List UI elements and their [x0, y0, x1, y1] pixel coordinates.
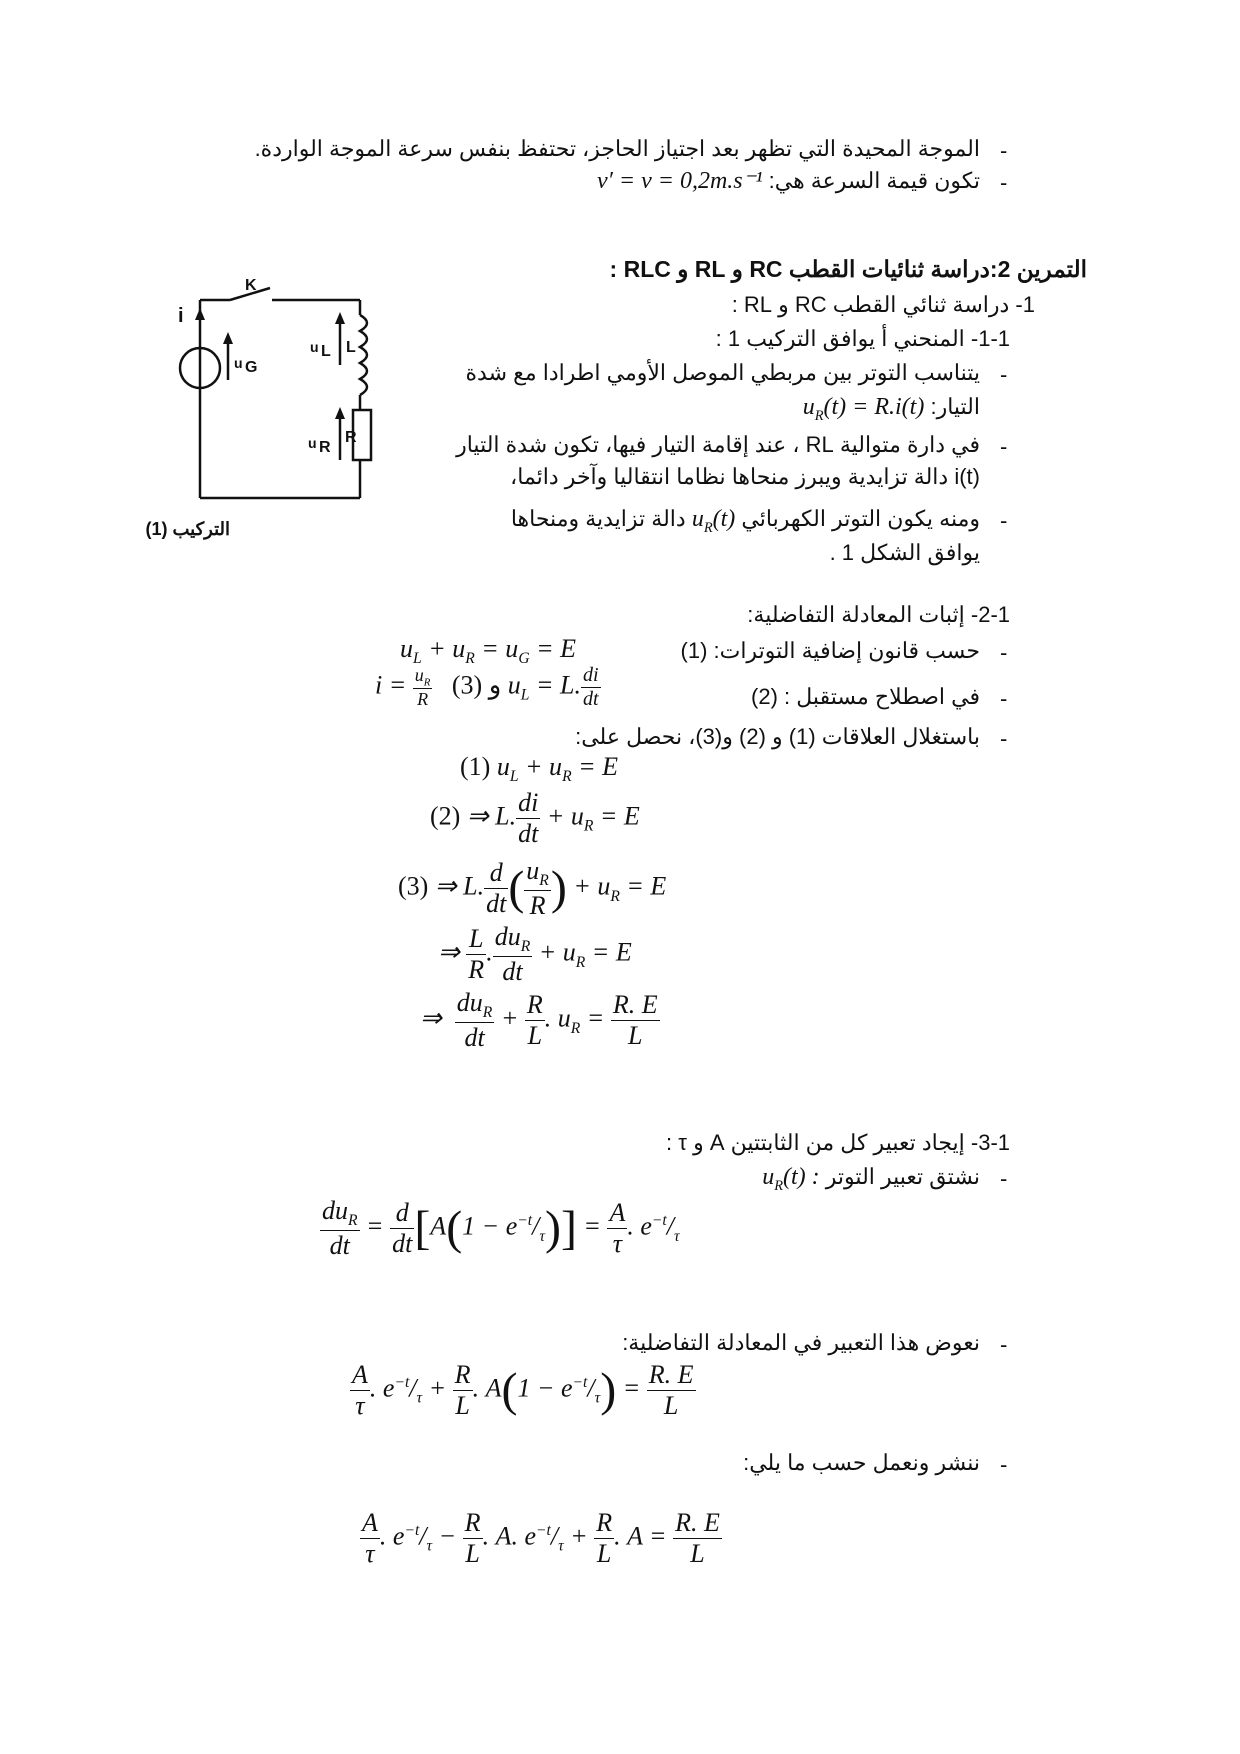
circuit-diagram — [145, 270, 400, 560]
label-k: K — [245, 277, 257, 294]
s12-bullet1-text: حسب قانون إضافية التوترات: (1) — [680, 638, 980, 663]
ur-t-expr: $u_R(t)$ : — [762, 1164, 820, 1194]
intro-line-2-text: تكون قيمة السرعة هي: — [768, 168, 980, 193]
substituted-equation: $\frac{A}{\tau}$ . $e^{-t}/_\tau$ + $\frac{R}{L}$ . $A(1 - e^{-t}/_\tau)$ = $\frac{R. E}{L}$ — [352, 1360, 694, 1420]
bullet-dash: - — [1000, 1452, 1008, 1477]
s1-bullet2-line2: i(t) دالة تزايدية ويبرز منحاها نظاما انتقاليا وآخر دائما، — [510, 464, 980, 489]
bullet-dash: - — [1000, 1166, 1008, 1191]
label-ur: u — [308, 435, 317, 451]
circuit-caption: التركيب (1) — [145, 519, 230, 539]
s1-bullet1-line2 — [803, 392, 980, 431]
s13-bullet1-text: نشتق تعبير التوتر — [825, 1164, 980, 1189]
differential-equation: ⇒ $\frac{du_R}{dt}$ + $\frac{R}{L}$ . $u_R$ = $\frac{R. E}{L}$ — [420, 988, 658, 1053]
label-i: i — [178, 305, 184, 327]
s13-bullet2-text: نعوض هذا التعبير في المعادلة التفاضلية: — [622, 1330, 980, 1355]
ur-t-eq: $u_R(t)$ — [691, 506, 736, 536]
derivative-expression: $\frac{du_R}{dt}$ = $\frac{d}{dt}$ $[A(1 - e^{-t}/_\tau)]$ = $\frac{A}{\tau}$ . $e^{-t}/_\tau$ — [322, 1196, 680, 1261]
intro-line-2-eq: v′ = v = 0,2m.s⁻¹ — [597, 168, 763, 194]
bullet-dash: - — [1000, 170, 1008, 195]
label-ul: u — [310, 339, 319, 355]
kirchhoff-eq-1: $u_L + u_R = u_G = E$ — [400, 634, 577, 668]
label-ug-sub: G — [245, 359, 258, 376]
derivation-step-1: (1) $u_L + u_R = E$ — [460, 752, 619, 786]
bullet-dash: - — [1000, 434, 1008, 459]
bullet-dash: - — [1000, 726, 1008, 751]
bullet-dash: - — [1000, 138, 1008, 163]
section-1-1-heading: 1-1- المنحني أ يوافق التركيب 1 : — [715, 326, 1010, 351]
bullet-dash: - — [1000, 640, 1008, 665]
inductor-coil — [360, 315, 367, 395]
exercise-title: التمرين 2:دراسة ثنائيات القطب RC و RL و RLC : — [609, 256, 1087, 282]
ur-equals-ri-eq: $u_R(t) = R.i(t)$ — [802, 394, 925, 424]
intro-line-1: الموجة المحيدة التي تظهر بعد اجتياز الحاجز، تحتفظ بنفس سرعة الموجة الواردة. — [254, 136, 980, 161]
s1-bullet3-text-b: دالة تزايدية ومنحاها — [510, 506, 686, 531]
section-1-3-heading: 3-1- إيجاد تعبير كل من الثابتتين A و τ : — [666, 1130, 1010, 1155]
s12-bullet3-text: باستغلال العلاقات (1) و (2) و(3)، نحصل على: — [575, 724, 980, 749]
bullet-dash: - — [1000, 686, 1008, 711]
s1-bullet3-line2: يوافق الشكل 1 . — [829, 540, 980, 565]
bullet-dash: - — [1000, 1332, 1008, 1357]
label-ug: u — [234, 355, 243, 371]
s1-bullet1-line2-text: التيار: — [930, 394, 980, 419]
bullet-dash: - — [1000, 362, 1008, 387]
derivation-step-3: (3) ⇒ L. $\frac{d}{dt}$ ( $\frac{u_R}{R}$ ) + $u_R = E$ — [398, 856, 667, 921]
eq-i-and-ul: i = $\frac{u_R}{R}$ (3) و $u_L = L$. $\frac{di}{dt}$ — [375, 664, 599, 710]
label-r: R — [345, 429, 357, 446]
arrowhead-ul — [335, 312, 345, 324]
s1-bullet3-line1 — [511, 504, 980, 543]
s13-bullet1 — [762, 1162, 980, 1201]
s1-bullet2-line1: في دارة متوالية RL ، عند إقامة التيار فيها، تكون شدة التيار — [456, 432, 980, 457]
s13-bullet3-text: ننشر ونعمل حسب ما يلي: — [743, 1450, 980, 1475]
label-ul-sub: L — [321, 343, 331, 360]
bullet-dash: - — [1000, 508, 1008, 533]
label-ur-sub: R — [319, 439, 331, 456]
label-l: L — [346, 339, 356, 356]
expanded-equation: $\frac{A}{\tau}$ . $e^{-t}/_\tau$ − $\frac{R}{L}$ . A. $e^{-t}/_\tau$ + $\frac{R}{L}$ . A = $\frac{R. E}{L}$ — [362, 1508, 720, 1568]
s12-bullet2-mid: (3) و — [451, 670, 502, 700]
derivation-step-4: ⇒ $\frac{L}{R}$ . $\frac{du_R}{dt}$ + $u_R = E$ — [438, 922, 632, 987]
derivation-step-2: (2) ⇒ L. $\frac{di}{dt}$ + $u_R = E$ — [430, 788, 640, 848]
s1-bullet1-line1: يتناسب التوتر بين مربطي الموصل الأومي اطرادا مع شدة — [465, 360, 980, 385]
arrowhead-i — [195, 308, 205, 320]
arrowhead-ug — [223, 332, 233, 344]
s12-bullet2-text: في اصطلاح مستقبل : (2) — [751, 684, 980, 709]
arrowhead-ur — [335, 407, 345, 419]
section-1-heading: 1- دراسة ثنائي القطب RC و RL : — [731, 292, 1035, 317]
intro-line-2 — [597, 166, 980, 196]
section-1-2-heading: 2-1- إثبات المعادلة التفاضلية: — [747, 602, 1010, 627]
s1-bullet3-text-a: ومنه يكون التوتر الكهربائي — [741, 506, 980, 531]
